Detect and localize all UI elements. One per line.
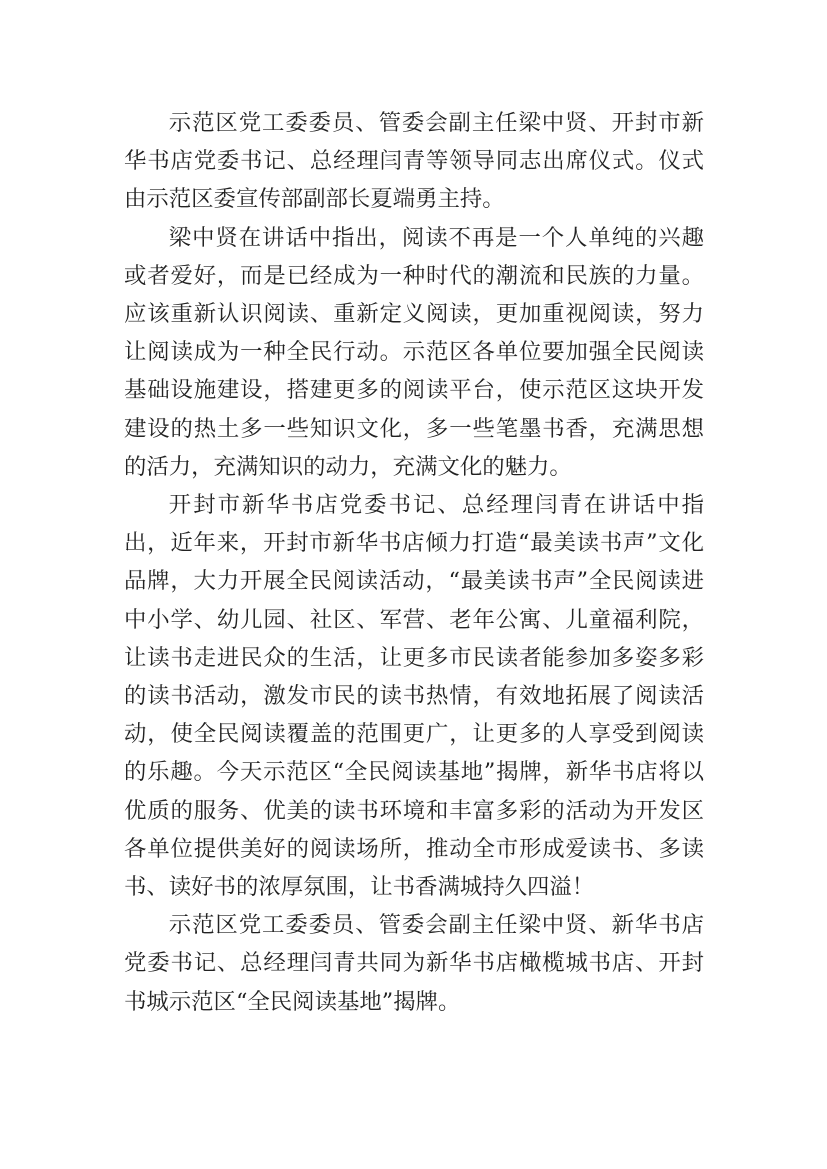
paragraph-1: 示范区党工委委员、管委会副主任梁中贤、开封市新华书店党委书记、总经理闫青等领导同志出席仪式。仪式由示范区委宣传部副部长夏端勇主持。 [124,110,704,213]
paragraph-4: 示范区党工委委员、管委会副主任梁中贤、新华书店党委书记、总经理闫青共同为新华书店橄榄城书店、开封书城示范区“全民阅读基地”揭牌。 [124,912,704,1015]
paragraph-3: 开封市新华书店党委书记、总经理闫青在讲话中指出，近年来，开封市新华书店倾力打造“最美读书声”文化品牌，大力开展全民阅读活动，“最美读书声”全民阅读进中小学、幼儿园、社区、军营、老年公寓、儿童福利院，让读书走进民众的生活，让更多市民读者能参加多姿多彩的读书活动，激发市民的读书热情，有效地拓展了阅读活动，使全民阅读覆盖的范围更广，让更多的人享受到阅读的乐趣。今天示范区“全民阅读基地”揭牌，新华书店将以优质的服务、优美的读书环境和丰富多彩的活动为开发区各单位提供美好的阅读场所，推动全市形成爱读书、多读书、读好书的浓厚氛围，让书香满城持久四溢！ [124,492,704,901]
paragraph-2: 梁中贤在讲话中指出，阅读不再是一个人单纯的兴趣或者爱好，而是已经成为一种时代的潮流和民族的力量。应该重新认识阅读、重新定义阅读，更加重视阅读，努力让阅读成为一种全民行动。示范区各单位要加强全民阅读基础设施建设，搭建更多的阅读平台，使示范区这块开发建设的热土多一些知识文化，多一些笔墨书香，充满思想的活力，充满知识的动力，充满文化的魅力。 [124,224,704,480]
document-body [124,104,704,1021]
